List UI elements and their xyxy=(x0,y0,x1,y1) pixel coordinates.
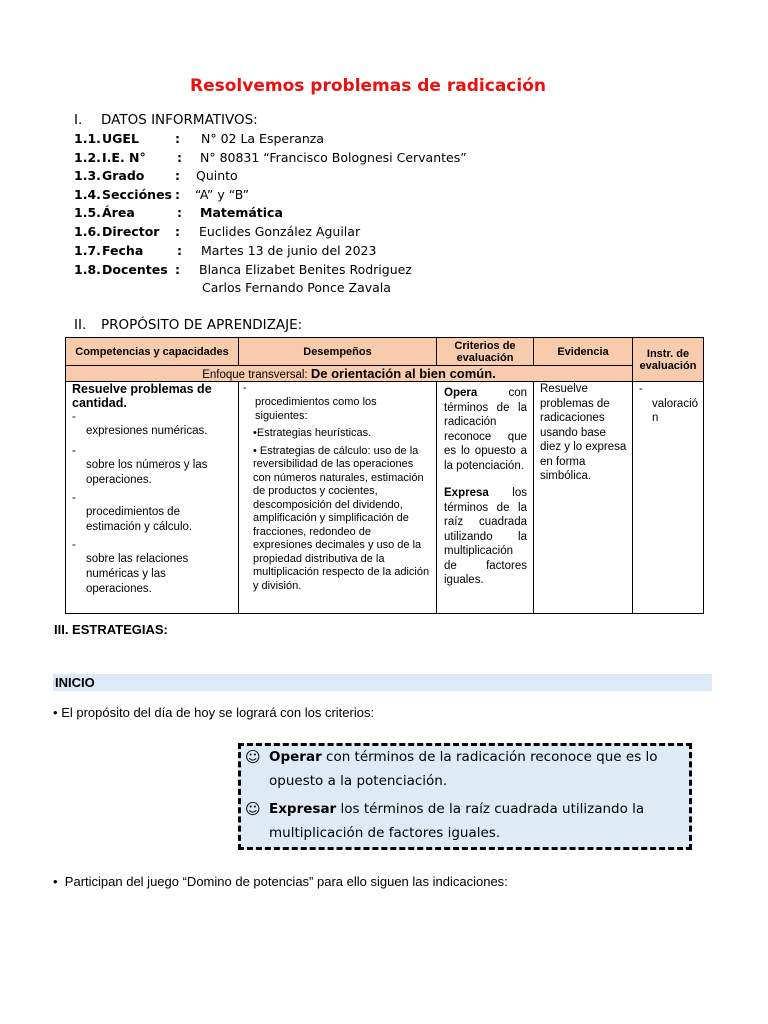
bullet-text: El propósito del día de hoy se logrará con los criterios: xyxy=(61,705,375,720)
criteria-item xyxy=(245,746,683,793)
section-number: I. xyxy=(74,112,83,128)
capacidad-item: - sobre las relaciones numéricas y las operaciones. xyxy=(72,539,234,597)
info-number: 1.3. xyxy=(74,168,101,183)
capacidad-item: - expresiones numéricas. xyxy=(72,411,234,439)
info-value: Matemática xyxy=(200,205,283,220)
bullet-dot: • xyxy=(53,705,58,720)
info-number: 1.6. xyxy=(74,224,101,239)
learning-purpose-table xyxy=(65,337,704,614)
info-value: “A” y “B” xyxy=(195,187,250,202)
competencia-title: Resuelve problemas de cantidad. xyxy=(72,382,212,410)
info-value: Euclides González Aguilar xyxy=(199,224,361,239)
info-colon: : xyxy=(177,205,182,220)
info-number: 1.1. xyxy=(74,131,101,146)
info-colon: : xyxy=(177,150,182,165)
info-colon: : xyxy=(175,168,180,183)
header-competencias: Competencias y capacidades xyxy=(66,338,239,366)
smiley-icon: ☺ xyxy=(245,800,261,818)
desempeno-text: •Estrategias heurísticas. xyxy=(253,427,372,439)
info-value: Martes 13 de junio del 2023 xyxy=(201,243,377,258)
table-header-row xyxy=(66,338,704,366)
bullet-proposito xyxy=(53,705,374,720)
enfoque-value: De orientación al bien común. xyxy=(310,366,496,381)
desempeno-dash: - xyxy=(243,382,247,394)
info-key: Director xyxy=(102,224,160,239)
criterios-cell xyxy=(437,382,534,614)
criterio-text: con términos de la radicación reconoce que es lo opuesto a la potenciación. xyxy=(444,387,527,472)
info-key: Docentes xyxy=(102,262,168,277)
inicio-heading: INICIO xyxy=(55,675,95,690)
info-colon: : xyxy=(177,243,182,258)
info-key: Área xyxy=(102,205,135,220)
header-instrumento: Instr. de evaluación xyxy=(633,338,704,382)
criteria-box xyxy=(238,743,692,850)
info-colon: : xyxy=(175,131,180,146)
info-number: 1.8. xyxy=(74,262,101,277)
capacidad-item: - procedimientos de estimación y cálculo. xyxy=(72,492,234,535)
info-key: Fecha xyxy=(102,243,144,258)
header-desempenos: Desempeños xyxy=(239,338,437,366)
section-estrategias-heading: III. ESTRATEGIAS: xyxy=(54,622,168,637)
instrumento-text: valoración xyxy=(652,397,699,424)
info-colon: : xyxy=(175,187,180,202)
info-value: N° 80831 “Francisco Bolognesi Cervantes” xyxy=(200,150,467,165)
capacidad-text: sobre las relaciones numéricas y las operaciones. xyxy=(86,553,189,595)
criterio-item xyxy=(444,486,527,588)
enfoque-cell xyxy=(66,366,633,382)
table-row xyxy=(66,382,704,614)
info-number: 1.4. xyxy=(74,187,101,202)
evidencia-text: Resuelve problemas de radicaciones usando base diez y lo expresa en forma simbólica. xyxy=(540,383,627,482)
section-label: PROPÓSITO DE APRENDIZAJE: xyxy=(101,317,303,333)
section-label: DATOS INFORMATIVOS: xyxy=(101,112,258,128)
section-number: II. xyxy=(74,317,87,333)
criteria-item xyxy=(245,798,683,845)
bullet-juego xyxy=(53,874,508,889)
section-proposito-heading xyxy=(74,317,302,333)
header-criterios: Criterios de evaluación xyxy=(437,338,534,366)
instrumento-cell xyxy=(633,382,704,614)
smiley-icon: ☺ xyxy=(245,748,261,766)
criterio-verb: Expresa xyxy=(444,487,489,499)
inicio-heading-bar xyxy=(53,674,712,691)
capacidad-text: procedimientos de estimación y cálculo. xyxy=(86,506,193,533)
info-key: Secciónes xyxy=(102,187,172,202)
info-number: 1.5. xyxy=(74,205,101,220)
info-value: Carlos Fernando Ponce Zavala xyxy=(202,280,391,295)
capacidad-text: sobre los números y las operaciones. xyxy=(86,459,208,486)
evidencia-cell xyxy=(534,382,633,614)
section-datos-heading xyxy=(74,112,258,128)
info-value: Blanca Elizabet Benites Rodriguez xyxy=(199,262,412,277)
info-value: N° 02 La Esperanza xyxy=(201,131,325,146)
info-colon: : xyxy=(175,262,180,277)
info-key: I.E. N° xyxy=(102,150,146,165)
info-key: Grado xyxy=(102,168,145,183)
criteria-verb: Operar xyxy=(269,749,322,765)
enfoque-row xyxy=(66,366,704,382)
bullet-text: Participan del juego “Domino de potencias” para ello siguen las indicaciones: xyxy=(64,874,508,889)
criteria-text: los términos de la raíz cuadrada utilizando la multiplicación de factores iguales. xyxy=(269,801,645,841)
info-number: 1.7. xyxy=(74,243,101,258)
capacidad-item: - sobre los números y las operaciones. xyxy=(72,445,234,488)
criteria-text: con términos de la radicación reconoce que es lo opuesto a la potenciación. xyxy=(269,749,658,789)
criteria-verb: Expresar xyxy=(269,801,337,817)
header-evidencia: Evidencia xyxy=(534,338,633,366)
capacidad-text: expresiones numéricas. xyxy=(86,425,208,437)
desempenos-cell xyxy=(239,382,437,614)
enfoque-label: Enfoque transversal: xyxy=(202,369,308,381)
criterio-text: los términos de la raíz cuadrada utilizando la multiplicación de factores iguales. xyxy=(444,487,527,586)
bullet-dot: • xyxy=(53,874,58,889)
page-title: Resolvemos problemas de radicación xyxy=(190,76,546,96)
competencias-cell xyxy=(66,382,239,614)
desempeno-text: • Estrategias de cálculo: uso de la reversibilidad de las operaciones con números naturales, estimación de productos y cocientes, descomposición del dividendo, amplificación y simplificación de fracciones, redondeo de expresiones decimales y uso de la propiedad distributiva de la multiplicación respecto de la adición y división. xyxy=(253,444,430,592)
info-number: 1.2. xyxy=(74,150,101,165)
info-key: UGEL xyxy=(102,131,139,146)
criterio-verb: Opera xyxy=(444,387,478,399)
instrumento-dash: - xyxy=(639,383,643,395)
desempeno-text: procedimientos como los siguientes: xyxy=(255,396,377,422)
info-colon: : xyxy=(175,224,180,239)
info-value: Quinto xyxy=(196,168,238,183)
criterio-item xyxy=(444,386,527,473)
